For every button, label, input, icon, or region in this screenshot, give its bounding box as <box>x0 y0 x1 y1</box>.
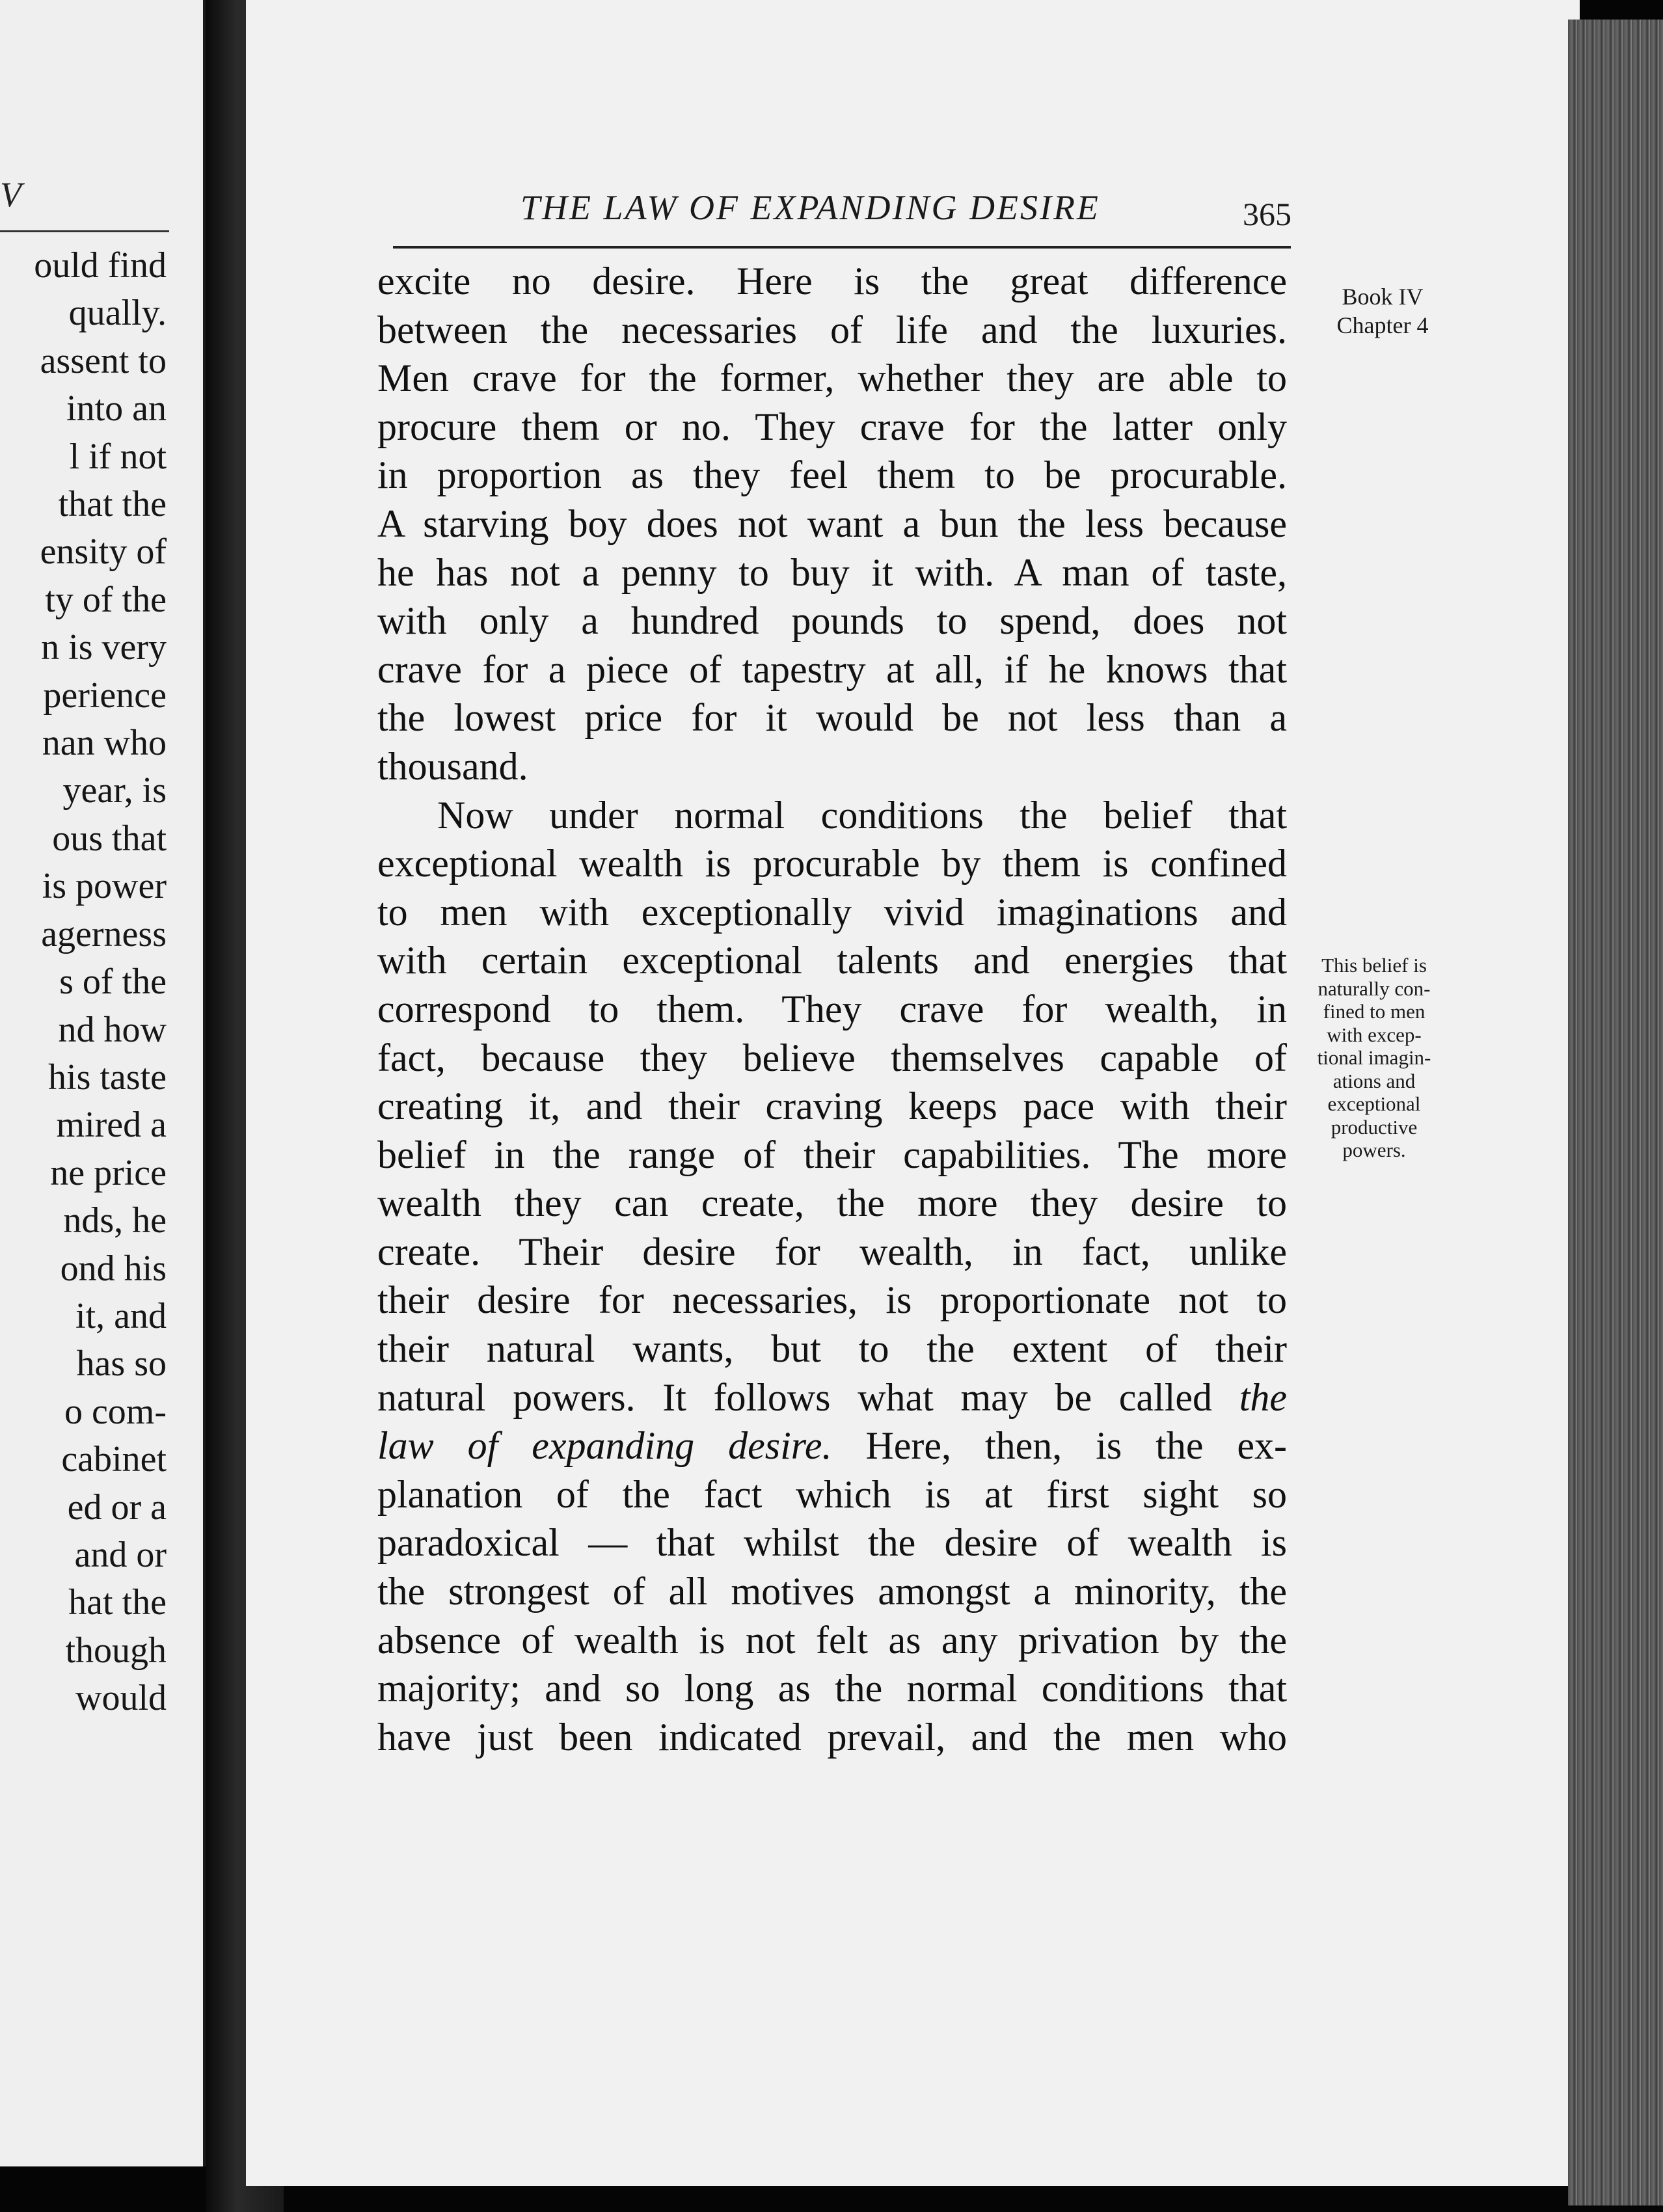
side-note-line: productive <box>1331 1115 1418 1139</box>
facing-page-line: ould find <box>34 245 167 286</box>
side-note-line: with excep- <box>1327 1023 1422 1046</box>
text-line: thousand. <box>377 744 528 788</box>
facing-page-line: l if not <box>69 436 167 477</box>
text-line: A starving boy does not want a bun the less because <box>377 502 1287 545</box>
facing-page-line: perience <box>43 675 167 716</box>
side-note-belief <box>1290 954 1459 1162</box>
italic-term: the <box>1239 1375 1287 1419</box>
facing-page-line: hat the <box>68 1582 167 1623</box>
text-line: correspond to them. They crave for wealth, in <box>377 987 1287 1031</box>
text-line: in proportion as they feel them to be procurable. <box>377 453 1287 497</box>
text-line: absence of wealth is not felt as any privation by the <box>377 1618 1287 1662</box>
facing-page-line: ensity of <box>40 532 167 573</box>
facing-page-line: ed or a <box>67 1487 167 1528</box>
text-line: their desire for necessaries, is proportionate not to <box>377 1278 1287 1322</box>
paragraph-start-line: Now under normal conditions the belief that <box>437 793 1287 837</box>
facing-page-text <box>34 242 167 1723</box>
side-note-line: powers. <box>1342 1139 1406 1161</box>
text-line: exceptional wealth is procurable by them is confined <box>377 842 1287 885</box>
facing-page-line: though <box>65 1630 167 1671</box>
text-line: he has not a penny to buy it with. A man of taste, <box>377 550 1287 594</box>
facing-page-line: nds, he <box>63 1200 167 1241</box>
text-line: belief in the range of their capabilities. The more <box>377 1133 1287 1176</box>
text-segment: natural powers. It follows what may be called <box>377 1375 1213 1419</box>
facing-page-rule <box>0 230 169 232</box>
text-line: creating it, and their craving keeps pace with their <box>377 1085 1287 1128</box>
facing-page-line: qually. <box>68 293 167 334</box>
side-note-book-chapter <box>1321 282 1444 340</box>
text-line: the lowest price for it would be not less than a <box>377 696 1287 740</box>
side-note-chapter: Chapter 4 <box>1336 312 1429 338</box>
page-number: 365 <box>1243 196 1291 232</box>
text-line: paradoxical — that whilst the desire of wealth is <box>377 1521 1287 1565</box>
side-note-line: naturally con- <box>1318 977 1431 1000</box>
facing-page-line: it, and <box>75 1295 167 1336</box>
facing-page-line: ond his <box>60 1248 167 1289</box>
facing-page-line: mired a <box>56 1105 167 1146</box>
facing-page-line: nd how <box>58 1009 167 1050</box>
side-note-line: exceptional <box>1327 1092 1421 1115</box>
running-head: THE LAW OF EXPANDING DESIRE <box>521 188 1100 227</box>
text-line: with certain exceptional talents and energies that <box>377 939 1287 982</box>
facing-page-line: year, is <box>62 770 167 811</box>
body-text <box>377 257 1287 1761</box>
facing-page-line: would <box>75 1678 167 1719</box>
facing-page-line: ous that <box>52 818 167 859</box>
facing-page-line: into an <box>66 388 167 429</box>
text-segment: Here, then, is the ex- <box>865 1424 1287 1468</box>
side-note-line: This belief is <box>1321 954 1427 977</box>
facing-page-running-head: V <box>0 175 21 214</box>
facing-page-line: has so <box>76 1343 167 1384</box>
facing-page-line: ne price <box>50 1152 167 1193</box>
facing-page-line: and or <box>74 1534 167 1575</box>
text-line: create. Their desire for wealth, in fact, unlike <box>377 1230 1287 1273</box>
side-note-line: ations and <box>1332 1069 1416 1092</box>
text-line: crave for a piece of tapestry at all, if he knows that <box>377 647 1287 691</box>
facing-page-line: assent to <box>40 340 167 381</box>
text-line <box>377 1373 1287 1422</box>
facing-page-line: s of the <box>59 962 167 1003</box>
text-line: excite no desire. Here is the great difference <box>377 260 1287 303</box>
facing-page-line: his taste <box>48 1057 167 1098</box>
text-line: with only a hundred pounds to spend, does not <box>377 599 1287 643</box>
text-line: their natural wants, but to the extent of their <box>377 1327 1287 1371</box>
facing-page <box>0 0 206 2166</box>
text-line: the strongest of all motives amongst a minority, the <box>377 1570 1287 1613</box>
text-line: fact, because they believe themselves capable of <box>377 1036 1287 1079</box>
facing-page-line: o com- <box>64 1391 167 1432</box>
text-line: planation of the fact which is at first sight so <box>377 1472 1287 1516</box>
text-line <box>377 1422 1287 1470</box>
facing-page-line: that the <box>58 484 167 525</box>
side-note-book: Book IV <box>1342 284 1424 310</box>
facing-page-line: cabinet <box>61 1439 167 1480</box>
text-line: Men crave for the former, whether they are able to <box>377 357 1287 400</box>
facing-page-line: agerness <box>41 913 167 954</box>
side-note-line: tional imagin- <box>1317 1046 1431 1069</box>
side-note-line: fined to men <box>1323 1000 1426 1023</box>
text-line: have just been indicated prevail, and the men who <box>377 1715 1287 1759</box>
facing-page-line: is power <box>42 866 167 907</box>
header-rule <box>393 246 1291 249</box>
text-line: wealth they can create, the more they desire to <box>377 1181 1287 1225</box>
italic-term: law of expanding desire. <box>377 1424 832 1468</box>
text-line: majority; and so long as the normal conditions that <box>377 1667 1287 1710</box>
facing-page-line: nan who <box>42 723 167 764</box>
facing-page-line: ty of the <box>45 579 167 620</box>
text-line: between the necessaries of life and the luxuries. <box>377 308 1287 351</box>
facing-page-line: n is very <box>41 627 167 668</box>
text-line: procure them or no. They crave for the latter only <box>377 405 1287 448</box>
page-edges <box>1568 20 1663 2205</box>
text-line: to men with exceptionally vivid imaginations and <box>377 890 1287 934</box>
